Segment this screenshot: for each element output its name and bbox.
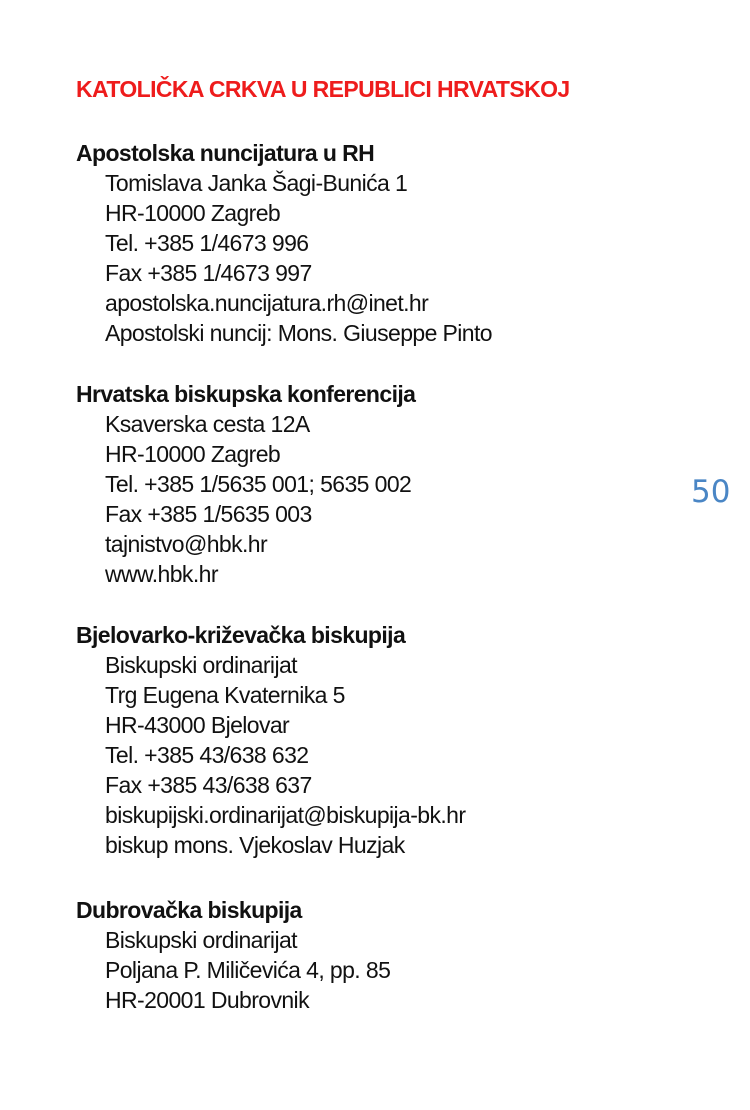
page-number: 50 [691, 474, 731, 510]
page-title: KATOLIČKA CRKVA U REPUBLICI HRVATSKOJ [76, 76, 570, 102]
entry-hbk [76, 379, 676, 589]
postal-line: HR-43000 Bjelovar [105, 712, 290, 738]
office-line: Biskupski ordinarijat [105, 652, 297, 678]
entry-dubrovacka [76, 895, 676, 1015]
entry-heading: Bjelovarko-križevačka biskupija [76, 622, 406, 648]
entry-bjelovarsko-krizevacka [76, 620, 676, 860]
email-line: apostolska.nuncijatura.rh@inet.hr [105, 290, 429, 316]
entry-apostolska-nuncijatura [76, 138, 676, 348]
website-line: www.hbk.hr [105, 561, 218, 587]
phone-line: Tel. +385 1/5635 001; 5635 002 [105, 471, 412, 497]
entry-heading: Hrvatska biskupska konferencija [76, 381, 416, 407]
phone-line: Tel. +385 43/638 632 [105, 742, 309, 768]
entry-heading: Apostolska nuncijatura u RH [76, 140, 375, 166]
address-line: Poljana P. Miličevića 4, pp. 85 [105, 957, 391, 983]
fax-line: Fax +385 43/638 637 [105, 772, 312, 798]
fax-line: Fax +385 1/4673 997 [105, 260, 312, 286]
contact-person-line: biskup mons. Vjekoslav Huzjak [105, 832, 405, 858]
address-line: Trg Eugena Kvaternika 5 [105, 682, 345, 708]
postal-line: HR-10000 Zagreb [105, 441, 281, 467]
fax-line: Fax +385 1/5635 003 [105, 501, 312, 527]
office-line: Biskupski ordinarijat [105, 927, 297, 953]
address-line: Tomislava Janka Šagi-Bunića 1 [105, 170, 408, 196]
email-line: biskupijski.ordinarijat@biskupija-bk.hr [105, 802, 466, 828]
postal-line: HR-10000 Zagreb [105, 200, 281, 226]
email-line: tajnistvo@hbk.hr [105, 531, 268, 557]
address-line: Ksaverska cesta 12A [105, 411, 310, 437]
entry-heading: Dubrovačka biskupija [76, 897, 302, 923]
postal-line: HR-20001 Dubrovnik [105, 987, 309, 1013]
phone-line: Tel. +385 1/4673 996 [105, 230, 309, 256]
contact-person-line: Apostolski nuncij: Mons. Giuseppe Pinto [105, 320, 492, 346]
